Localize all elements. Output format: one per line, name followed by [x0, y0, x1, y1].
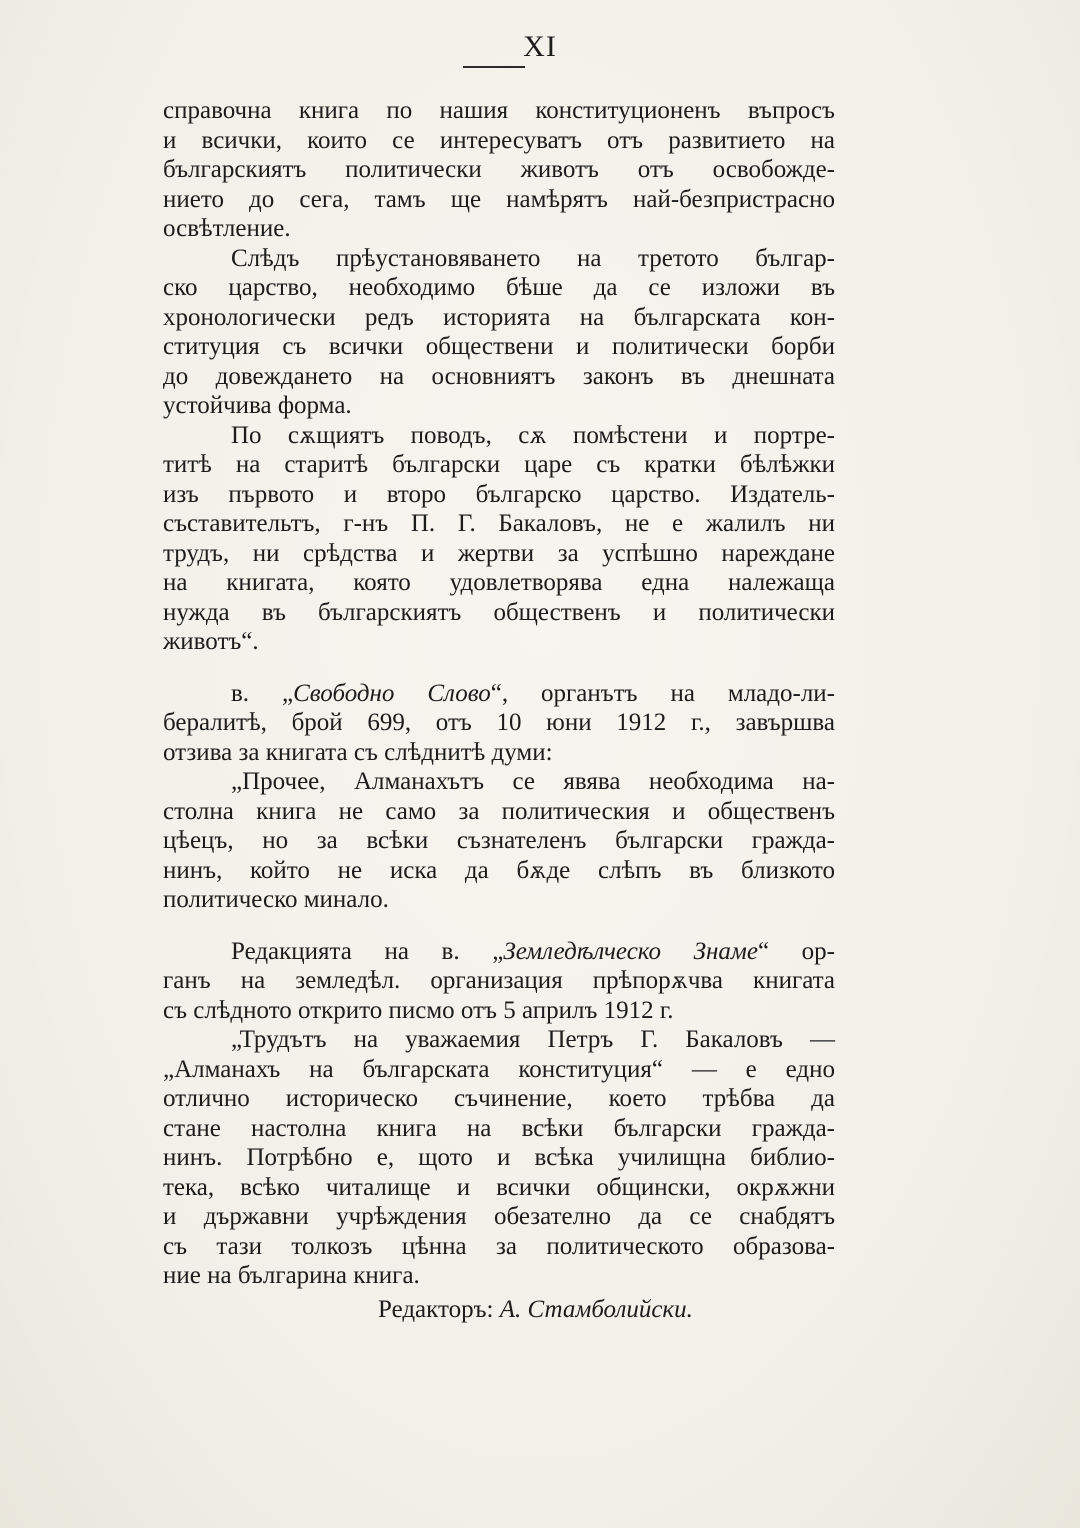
- text-line: и всички, които се интересуватъ отъ развитието на: [163, 126, 835, 154]
- text-line: устойчива форма.: [163, 392, 352, 419]
- text-line: до довеждането на основниятъ законъ въ днешната: [163, 362, 835, 390]
- text-line: цѣецъ, но за всѣки съзнателенъ български гражда-: [163, 827, 835, 854]
- paragraph-continuation: [163, 96, 835, 244]
- text-line: освѣтление.: [163, 215, 291, 242]
- text-line: бералитѣ, брой 699, отъ 10 юни 1912 г., завършва: [163, 709, 835, 736]
- text-fragment: “ ор-: [757, 937, 836, 965]
- signature-label: Редакторъ:: [378, 1295, 494, 1323]
- text-line: нието до сега, тамъ ще намѣрятъ най-безпристрасно: [163, 185, 835, 213]
- paragraph-open-letter: [163, 1025, 835, 1291]
- text-fragment: в. „: [231, 679, 294, 707]
- text-line: отлично историческо съчинение, което трѣбва да: [163, 1085, 835, 1112]
- signature-name: А. Стамболийски.: [499, 1295, 693, 1323]
- paragraph-zemledelchesko-zname: [163, 937, 835, 1026]
- text-line: трудъ, ни срѣдства и жертви за успѣшно нареждане: [163, 539, 835, 567]
- text-line: титѣ на старитѣ български царе съ кратки бѣлѣжки: [163, 451, 835, 478]
- paragraph-portraits: [163, 421, 835, 657]
- text-line: отзива за книгата съ слѣднитѣ думи:: [163, 738, 553, 766]
- text-line: нужда въ българскиятъ общественъ и политически: [163, 598, 835, 626]
- text-line: ско царство, необходимо бѣше да се изложи въ: [163, 274, 835, 301]
- text-line: нинъ. Потрѣбно е, щото и всѣка училищна библио-: [163, 1144, 835, 1171]
- text-line: ние на българина книга.: [163, 1262, 420, 1289]
- paragraph-quote-almanac: [163, 767, 835, 915]
- text-line: „Алманахъ на българската конституция“ — е едно: [163, 1055, 835, 1083]
- paragraph-gap: [163, 657, 835, 679]
- text-line: Слѣдъ прѣустановяването на третото българ-: [231, 244, 835, 272]
- text-line: и държавни учрѣждения обезателно да се снабдятъ: [163, 1203, 835, 1230]
- body-text: [163, 96, 835, 1324]
- text-fragment: “, органътъ на младо-ли-: [490, 679, 836, 707]
- text-line-with-title: [163, 937, 835, 967]
- text-line: „Прочее, Алманахътъ се явява необходима на-: [231, 768, 835, 795]
- paragraph-svobodno-slovo: [163, 679, 835, 768]
- text-line: изъ първото и второ българско царство. Издатель-: [163, 480, 835, 508]
- text-line: ституция съ всички обществени и политически борби: [163, 333, 835, 360]
- text-line: българскиятъ политически животъ отъ освобожде-: [163, 156, 835, 183]
- text-line: По сѫщиятъ поводъ, сѫ помѣстени и портре-: [231, 421, 835, 449]
- text-line: справочна книга по нашия конституционенъ въпросъ: [163, 97, 835, 124]
- text-line: стане настолна книга на всѣки български гражда-: [163, 1114, 835, 1142]
- text-line: съ слѣдното открито писмо отъ 5 априлъ 1912 г.: [163, 996, 674, 1024]
- text-line: „Трудътъ на уважаемия Петръ Г. Бакаловъ —: [231, 1026, 835, 1053]
- text-line-with-title: [163, 679, 835, 709]
- text-line: столна книга не само за политическия и общественъ: [163, 797, 835, 825]
- paragraph-gap: [163, 915, 835, 937]
- text-line: нинъ, който не иска да бѫде слѣпъ въ близкото: [163, 856, 835, 884]
- paragraph-post-kingdom: [163, 244, 835, 421]
- text-line: хронологически редъ историята на българската кон-: [163, 303, 835, 331]
- newspaper-title: Земледѣлческо Знаме: [503, 937, 758, 965]
- text-fragment: Редакцията на в. „: [231, 937, 504, 965]
- text-line: ганъ на земледѣл. организация прѣпорѫчва книгата: [163, 967, 835, 994]
- text-line: на книгата, която удовлетворява една належаща: [163, 569, 835, 596]
- page-number: XI: [523, 30, 557, 63]
- text-line: съ тази толкозъ цѣнна за политическото образова-: [163, 1232, 835, 1260]
- signature: [163, 1295, 835, 1325]
- text-line: съставительтъ, г-нъ П. Г. Бакаловъ, не е жалилъ ни: [163, 510, 835, 537]
- text-line: животъ“.: [163, 628, 259, 655]
- page-number-rule: [463, 66, 525, 68]
- text-line: тека, всѣко читалище и всички общински, окрѫжни: [163, 1173, 835, 1201]
- newspaper-title: Свободно Слово: [293, 679, 491, 707]
- text-line: политическо минало.: [163, 886, 389, 913]
